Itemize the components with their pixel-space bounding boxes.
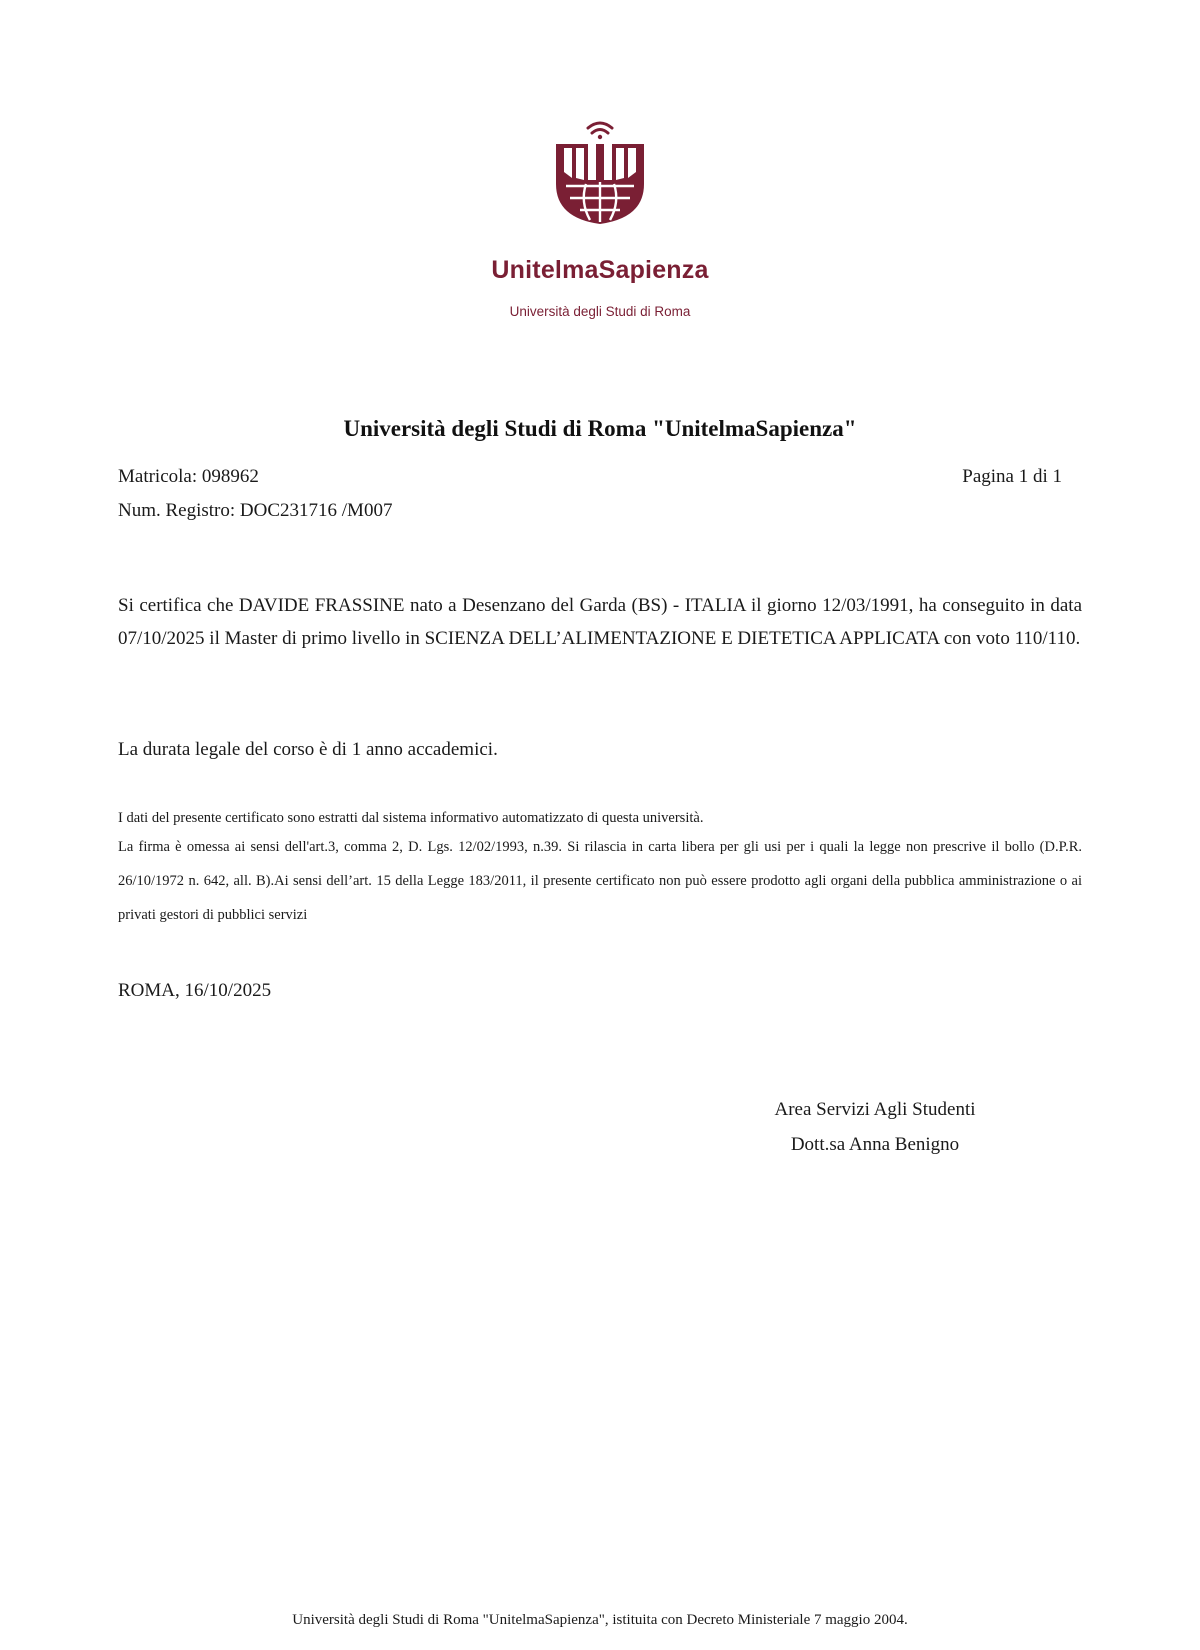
brand-subtitle: Università degli Studi di Roma [509,304,691,319]
place-date: ROMA, 16/10/2025 [118,980,272,1001]
certification-paragraph: Si certifica che DAVIDE FRASSINE nato a Desenzano del Garda (BS) - ITALIA il giorno 12/03/1991, ha conseguito in data 07/10/2025 il Master di primo livello in SCIENZA DELL’ALIMENTAZIONE E DIETETICA APPLICATA con voto 110/110. [118,595,1082,649]
university-emblem-icon [550,118,650,226]
registry-number: Num. Registro: DOC231716 /M007 [118,500,393,521]
document-title: Università degli Studi di Roma "UnitelmaSapienza" [343,416,857,441]
page-footer: Università degli Studi di Roma "UnitelmaSapienza", istituita con Decreto Ministeriale 7 maggio 2004. [292,1612,908,1628]
signature-signatory: Dott.sa Anna Benigno [790,1134,960,1155]
signature-office: Area Servizi Agli Studenti [774,1099,976,1120]
signature-block [700,1092,1050,1162]
data-source-note: I dati del presente certificato sono estratti dal sistema informativo automatizzato di questa università. [118,810,704,826]
logo [0,118,1200,226]
matricola: Matricola: 098962 [118,466,259,487]
legal-note: La firma è omessa ai sensi dell'art.3, comma 2, D. Lgs. 12/02/1993, n.39. Si rilascia in carta libera per gli usi per i quali la legge non prescrive il bollo (D.P.R. 26/10/1972 n. 642, all. B).Ai sensi dell’art. 15 della Legge 183/2011, il presente certificato non può essere prodotto agli organi della pubblica amministrazione o ai privati gestori di pubblici servizi [118,839,1082,923]
page-indicator: Pagina 1 di 1 [962,466,1062,487]
brand-name: UnitelmaSapienza [491,256,709,284]
duration-paragraph: La durata legale del corso è di 1 anno accademici. [118,739,498,760]
